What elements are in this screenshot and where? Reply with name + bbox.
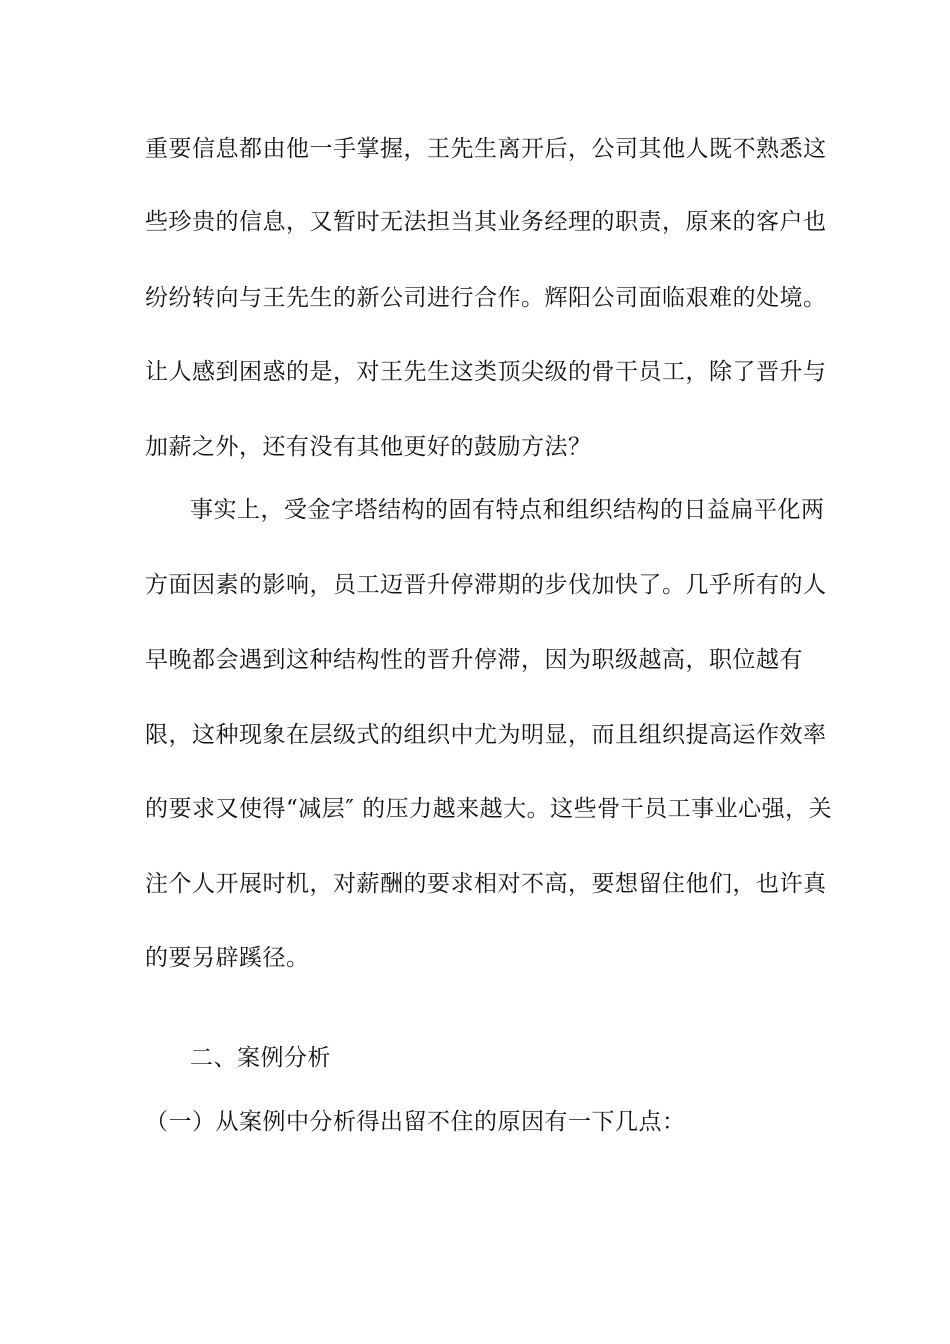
subsection-heading: （一）从案例中分析得出留不住的原因有一下几点： [145,1109,686,1135]
paragraph-line: 让人感到困惑的是，对王先生这类顶尖级的骨干员工，除了晋升与 [145,359,827,385]
paragraph-line: 事实上，受金字塔结构的固有特点和组织结构的日益扁平化两 [190,497,825,523]
paragraph-line: 的要求又使得“减层″ 的压力越来越大。这些骨干员工事业心强，关 [145,796,833,822]
paragraph-line: 纷纷转向与王先生的新公司进行合作。辉阳公司面临艰难的处境。 [145,285,827,311]
paragraph-line: 些珍贵的信息，又暂时无法担当其业务经理的职责，原来的客户也 [145,209,827,235]
paragraph-line: 重要信息都由他一手掌握，王先生离开后，公司其他人既不熟悉这 [145,136,827,162]
paragraph-line: 早晚都会遇到这种结构性的晋升停滞，因为职级越高，职位越有 [145,647,803,673]
paragraph-line: 注个人开展时机，对薪酬的要求相对不高，要想留住他们，也许真 [145,871,827,897]
paragraph-line: 限，这种现象在层级式的组织中尤为明显，而且组织提高运作效率 [145,722,827,748]
paragraph-line: 的要另辟蹊径。 [145,945,310,971]
paragraph-line: 方面因素的影响，员工迈晋升停滞期的步伐加快了。几乎所有的人 [145,572,827,598]
section-heading: 二、案例分析 [190,1045,331,1071]
paragraph-line: 加薪之外，还有没有其他更好的鼓励方法？ [145,434,592,460]
